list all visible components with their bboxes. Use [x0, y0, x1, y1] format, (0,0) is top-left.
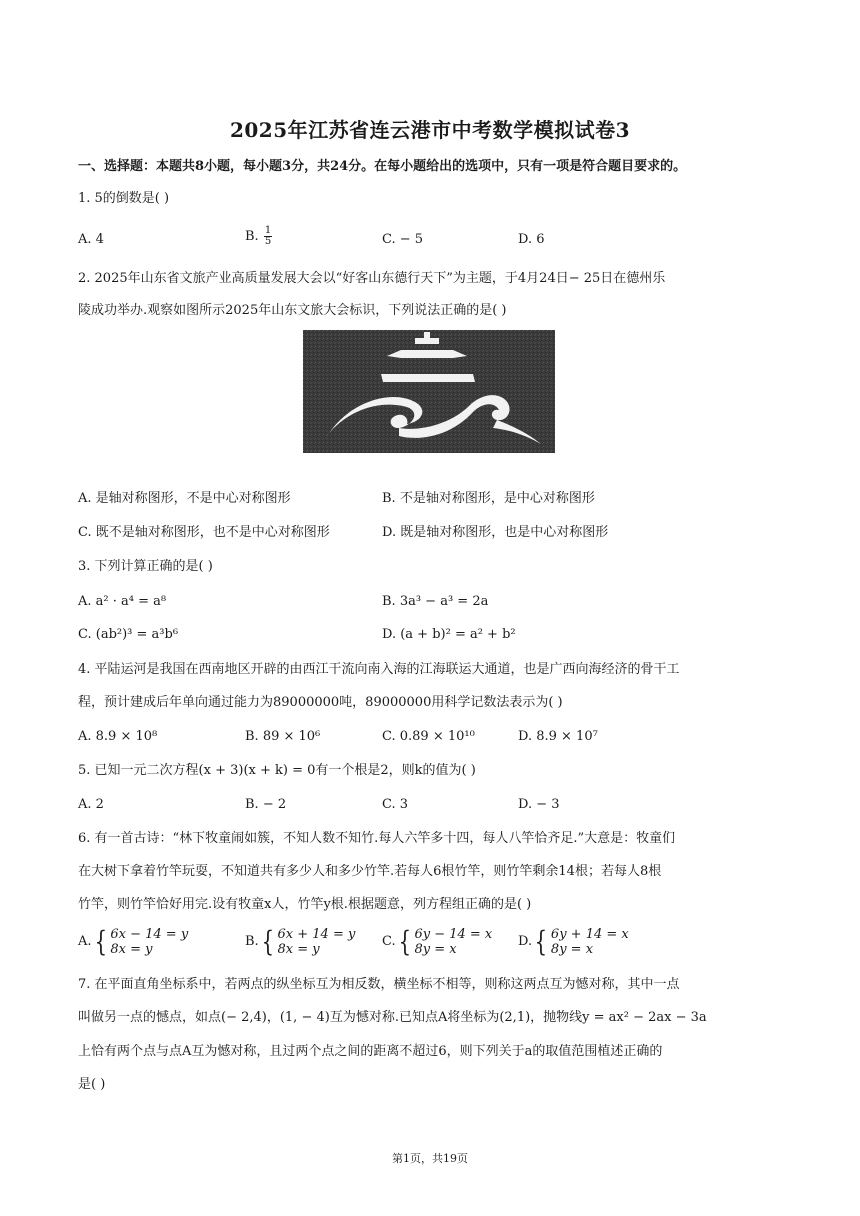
q2-option-b: B. 不是轴对称图形，是中心对称图形: [382, 491, 595, 506]
q4-option-a: A. 8.9 × 10⁸: [78, 729, 158, 744]
q5-option-c: C. 3: [382, 797, 409, 812]
q5-option-b: B. − 2: [245, 797, 287, 812]
question-7-stem-line2: 叫做另一点的憾点，如点(− 2,4)，(1, − 4)互为憾对称.已知点A将坐标为(2,1)，抛物线y = ax² − 2ax − 3a: [78, 1010, 707, 1025]
q6-option-d: D. { 6y + 14 = x 8y = x: [518, 925, 629, 958]
conference-logo-image: [303, 330, 555, 453]
q4-option-d: D. 8.9 × 10⁷: [518, 729, 598, 744]
q1-option-c: C. − 5: [382, 232, 424, 247]
q3-option-d: D. (a + b)² = a² + b²: [382, 627, 516, 642]
question-6-stem-line2: 在大树下拿着竹竿玩耍，不知道共有多少人和多少竹竿.若每人6根竹竿，则竹竿剩余14根；若每人8根: [78, 864, 662, 879]
q2-option-d: D. 既是轴对称图形，也是中心对称图形: [382, 525, 609, 540]
question-5-stem: 5. 已知一元二次方程(x + 3)(x + k) = 0有一个根是2，则k的值为( ): [78, 763, 476, 778]
question-2-stem-line1: 2. 2025年山东省文旅产业高质量发展大会以“好客山东德行天下”为主题，于4月24日− 25日在德州乐: [78, 271, 666, 286]
question-7-stem-line4: 是( ): [78, 1077, 106, 1092]
fraction-one-fifth: $\frac{1}{5}$: [264, 225, 272, 247]
q2-option-a: A. 是轴对称图形，不是中心对称图形: [78, 491, 291, 506]
question-6-stem-line3: 竹竿，则竹竿恰好用完.设有牧童x人，竹竿y根.根据题意，列方程组正确的是( ): [78, 897, 532, 912]
section-heading: 一、选择题：本题共8小题，每小题3分，共24分。在每小题给出的选项中，只有一项是符合题目要求的。: [78, 159, 687, 174]
q1-option-a: A. 4: [78, 232, 104, 247]
q4-option-b: B. 89 × 10⁶: [245, 729, 321, 744]
question-7-stem-line1: 7. 在平面直角坐标系中，若两点的纵坐标互为相反数，横坐标不相等，则称这两点互为憾对称，其中一点: [78, 977, 680, 992]
q1-option-d: D. 6: [518, 232, 545, 247]
q6-option-a: A. { 6x − 14 = y 8x = y: [78, 925, 189, 958]
q6-option-c: C. { 6y − 14 = x 8y = x: [382, 925, 493, 958]
question-1-stem: 1. 5的倒数是( ): [78, 191, 170, 206]
q3-option-c: C. (ab²)³ = a³b⁶: [78, 627, 179, 642]
q3-option-b: B. 3a³ − a³ = 2a: [382, 594, 489, 609]
q3-option-a: A. a² · a⁴ = a⁸: [78, 594, 167, 609]
page-footer: 第1页，共19页: [392, 1152, 468, 1165]
q1-option-b: B. $\frac{1}{5}$: [245, 225, 272, 247]
q5-option-a: A. 2: [78, 797, 104, 812]
q6-option-b: B. { 6x + 14 = y 8x = y: [245, 925, 356, 958]
question-4-stem-line1: 4. 平陆运河是我国在西南地区开辟的由西江干流向南入海的江海联运大通道，也是广西向海经济的骨干工: [78, 662, 680, 677]
question-6-stem-line1: 6. 有一首古诗：“林下牧童闹如簇，不知人数不知竹.每人六竿多十四，每人八竿恰齐足.”大意是：牧童们: [78, 831, 676, 846]
question-3-stem: 3. 下列计算正确的是( ): [78, 559, 213, 574]
question-4-stem-line2: 程，预计建成后年单向通过能力为89000000吨，89000000用科学记数法表示为( ): [78, 695, 563, 710]
question-7-stem-line3: 上恰有两个点与点A互为憾对称，且过两个点之间的距离不超过6，则下列关于a的取值范围植述正确的: [78, 1044, 663, 1059]
q4-option-c: C. 0.89 × 10¹⁰: [382, 729, 475, 744]
page-title: 2025年江苏省连云港市中考数学模拟试卷3: [229, 118, 631, 142]
q5-option-d: D. − 3: [518, 797, 560, 812]
question-2-stem-line2: 陵成功举办.观察如图所示2025年山东文旅大会标识，下列说法正确的是( ): [78, 303, 507, 318]
q2-option-c: C. 既不是轴对称图形，也不是中心对称图形: [78, 525, 330, 540]
